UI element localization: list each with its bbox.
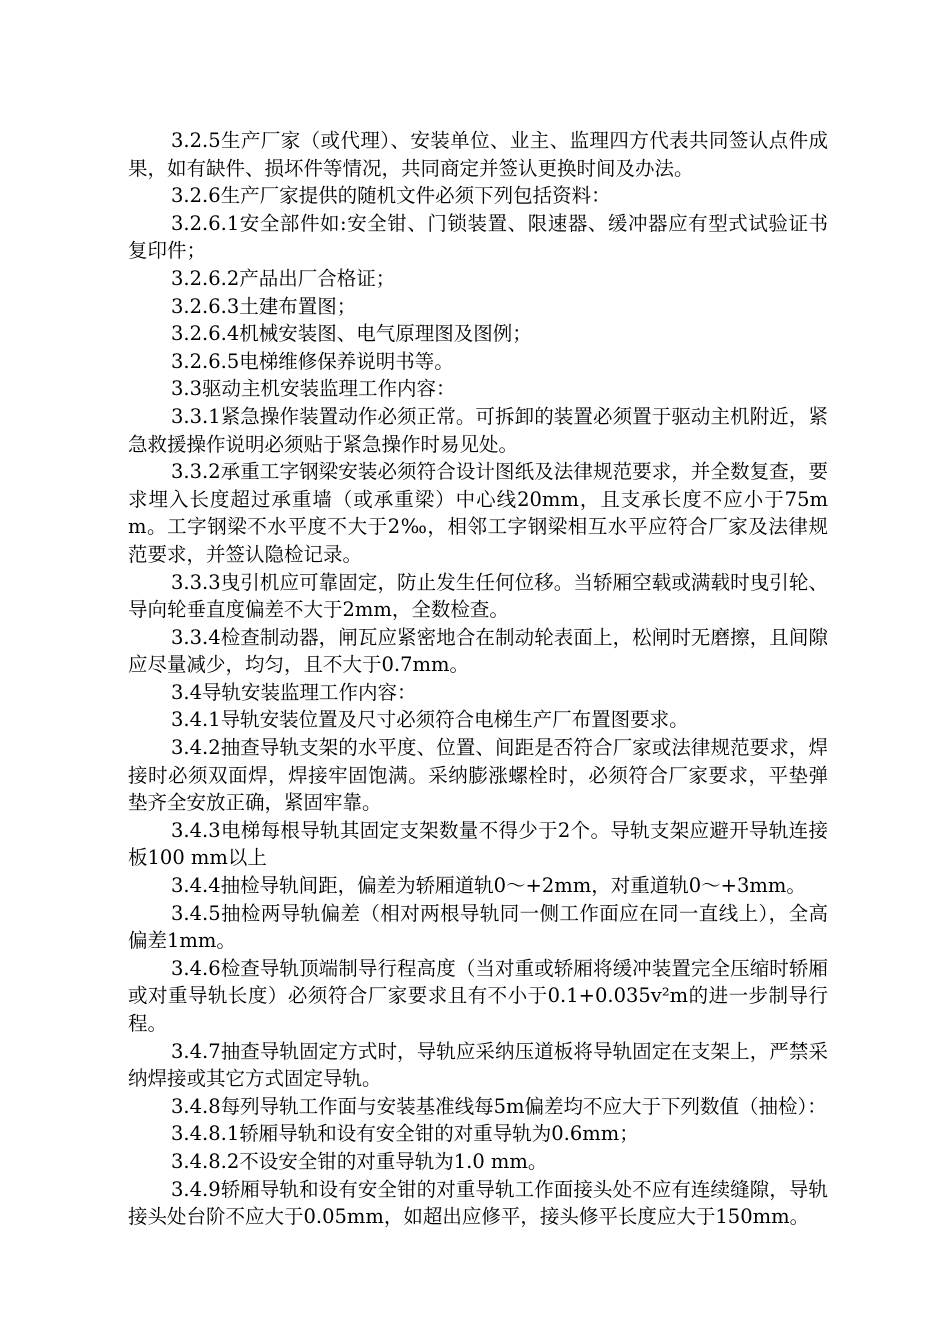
heading-3-3: 3.3驱动主机安装监理工作内容：	[171, 377, 456, 401]
paragraph-3-4-4: 3.4.4抽检导轨间距，偏差为轿厢道轨0～+2mm，对重道轨0～+3mm。	[171, 874, 806, 898]
paragraph-3-4-3: 3.4.3电梯每根导轨其固定支架数量不得少于2个。导轨支架应避开导轨连接板100 mm以上	[128, 818, 828, 870]
paragraph-3-4-5: 3.4.5抽检两导轨偏差（相对两根导轨同一侧工作面应在同一直线上），全高偏差1mm。	[128, 901, 828, 953]
paragraph-3-4-6: 3.4.6检查导轨顶端制导行程高度（当对重或轿厢将缓冲装置完全压缩时轿厢或对重导轨长度）必须符合厂家要求且有不小于0.1+0.035v²m的进一步制导行程。	[128, 956, 828, 1035]
paragraph-3-2-6-3: 3.2.6.3土建布置图；	[171, 294, 357, 318]
paragraph-3-4-2: 3.4.2抽查导轨支架的水平度、位置、间距是否符合厂家或法律规范要求，焊接时必须双面焊，焊接牢固饱满。采纳膨涨螺栓时，必须符合厂家要求，平垫弹垫齐全安放正确，紧固牢靠。	[128, 736, 828, 815]
paragraph-3-3-4: 3.3.4检查制动器，闸瓦应紧密地合在制动轮表面上，松闸时无磨擦，且间隙应尽量减少，均匀，且不大于0.7mm。	[128, 625, 828, 677]
paragraph-3-2-6-1: 3.2.6.1安全部件如:安全钳、门锁装置、限速器、缓冲器应有型式试验证书复印件；	[128, 211, 828, 263]
paragraph-3-3-2: 3.3.2承重工字钢梁安装必须符合设计图纸及法律规范要求，并全数复查，要求埋入长度超过承重墙（或承重梁）中心线20mm，且支承长度不应小于75mm。工字钢梁不水平度不大于2‰，相邻工字钢梁相互水平应符合厂家及法律规范要求，并签认隐检记录。	[128, 460, 828, 566]
heading-3-4: 3.4导轨安装监理工作内容：	[171, 680, 417, 704]
paragraph-3-4-8-2: 3.4.8.2不设安全钳的对重导轨为1.0 mm。	[171, 1149, 548, 1173]
paragraph-3-3-1: 3.3.1紧急操作装置动作必须正常。可拆卸的装置必须置于驱动主机附近，紧急救援操作说明必须贴于紧急操作时易见处。	[128, 404, 828, 456]
paragraph-3-4-8: 3.4.8每列导轨工作面与安装基准线每5m偏差均不应大于下列数值（抽检）：	[171, 1094, 827, 1118]
paragraph-3-2-5: 3.2.5生产厂家（或代理）、安装单位、业主、监理四方代表共同签认点件成果，如有缺件、损坏件等情况，共同商定并签认更换时间及办法。	[128, 129, 828, 180]
paragraph-3-4-9: 3.4.9轿厢导轨和设有安全钳的对重导轨工作面接头处不应有连续缝隙，导轨接头处台阶不应大于0.05mm，如超出应修平，接头修平长度应大于150mm。	[128, 1177, 828, 1229]
paragraph-3-2-6: 3.2.6生产厂家提供的随机文件必须下列包括资料：	[171, 184, 611, 208]
paragraph-3-2-6-4: 3.2.6.4机械安装图、电气原理图及图例；	[171, 322, 532, 346]
paragraph-3-4-7: 3.4.7抽查导轨固定方式时，导轨应采纳压道板将导轨固定在支架上，严禁采纳焊接或其它方式固定导轨。	[128, 1039, 828, 1091]
paragraph-3-4-8-1: 3.4.8.1轿厢导轨和设有安全钳的对重导轨为0.6mm；	[171, 1122, 639, 1146]
paragraph-3-3-3: 3.3.3曳引机应可靠固定，防止发生任何位移。当轿厢空载或满载时曳引轮、导向轮垂直度偏差不大于2mm，全数检查。	[128, 570, 828, 622]
paragraph-3-2-6-5: 3.2.6.5电梯维修保养说明书等。	[171, 349, 454, 373]
document-body	[128, 127, 828, 1231]
paragraph-3-4-1: 3.4.1导轨安装位置及尺寸必须符合电梯生产厂布置图要求。	[171, 708, 689, 732]
paragraph-3-2-6-2: 3.2.6.2产品出厂合格证；	[171, 266, 396, 290]
